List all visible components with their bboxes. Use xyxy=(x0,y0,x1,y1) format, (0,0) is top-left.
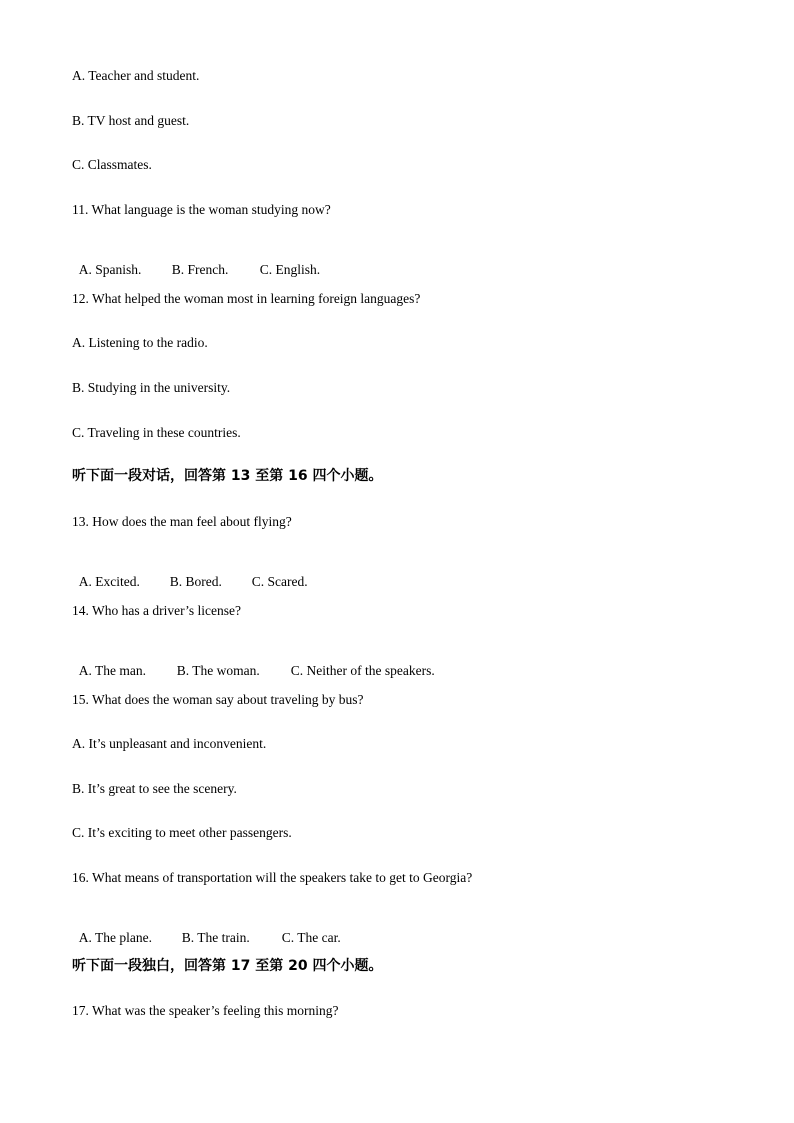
q12-option-b: B. Studying in the university. xyxy=(72,380,231,395)
q13-option-b: B. Bored. xyxy=(169,574,222,589)
q13-options-row xyxy=(72,558,308,590)
q13-option-a: A. Excited. xyxy=(78,574,140,589)
q12-question: 12. What helped the woman most in learning foreign languages? xyxy=(72,291,421,306)
q16-options-row xyxy=(72,914,341,946)
q10-option-b: B. TV host and guest. xyxy=(72,113,190,128)
section-heading-17-20: 听下面一段独白，回答第 17 至第 20 四个小题。 xyxy=(72,958,383,974)
q11-question: 11. What language is the woman studying now? xyxy=(72,202,331,217)
q14-option-b: B. The woman. xyxy=(176,663,260,678)
q16-option-a: A. The plane. xyxy=(78,930,152,945)
q12-option-c: C. Traveling in these countries. xyxy=(72,425,241,440)
q12-option-a: A. Listening to the radio. xyxy=(72,335,208,350)
q16-question: 16. What means of transportation will the speakers take to get to Georgia? xyxy=(72,870,473,885)
q14-question: 14. Who has a driver’s license? xyxy=(72,603,241,618)
q15-question: 15. What does the woman say about traveling by bus? xyxy=(72,692,364,707)
q14-options-row xyxy=(72,647,435,679)
q10-option-c: C. Classmates. xyxy=(72,157,152,172)
section-heading-13-16: 听下面一段对话，回答第 13 至第 16 四个小题。 xyxy=(72,468,383,484)
q15-option-c: C. It’s exciting to meet other passengers. xyxy=(72,825,292,840)
q17-question: 17. What was the speaker’s feeling this morning? xyxy=(72,1003,339,1018)
q10-option-a: A. Teacher and student. xyxy=(72,68,200,83)
q13-option-c: C. Scared. xyxy=(251,574,308,589)
q11-option-b: B. French. xyxy=(171,262,229,277)
q11-option-c: C. English. xyxy=(259,262,321,277)
q14-option-a: A. The man. xyxy=(78,663,146,678)
q15-option-a: A. It’s unpleasant and inconvenient. xyxy=(72,736,267,751)
q14-option-c: C. Neither of the speakers. xyxy=(290,663,435,678)
q11-option-a: A. Spanish. xyxy=(78,262,142,277)
q16-option-b: B. The train. xyxy=(181,930,250,945)
q11-options-row xyxy=(72,246,320,278)
q15-option-b: B. It’s great to see the scenery. xyxy=(72,781,237,796)
q16-option-c: C. The car. xyxy=(281,930,341,945)
q13-question: 13. How does the man feel about flying? xyxy=(72,514,292,529)
